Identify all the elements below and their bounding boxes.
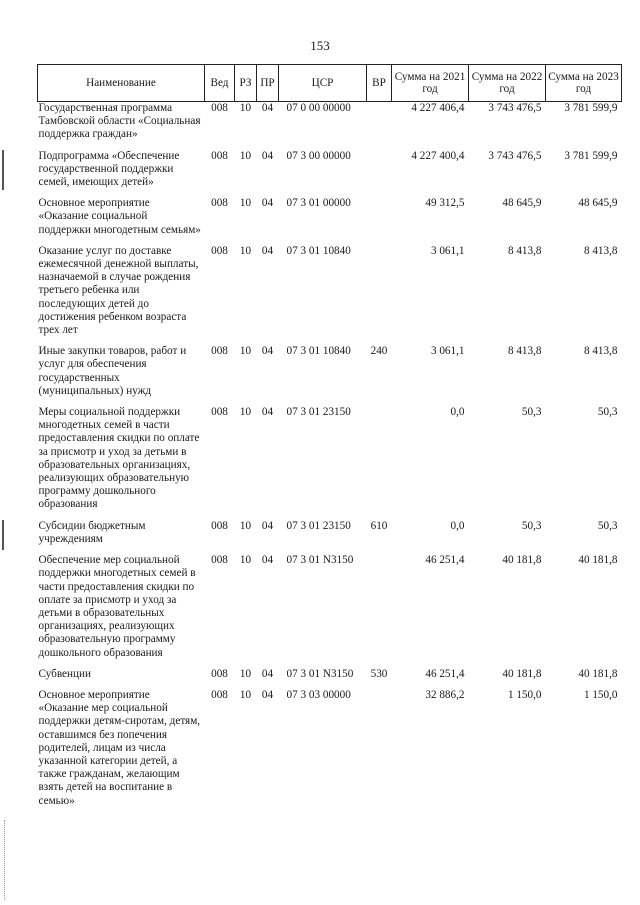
cell-sum-2023: 8 413,8 [583, 345, 618, 358]
cell-vr [367, 689, 392, 808]
cell-csr: 07 3 01 10840 [286, 244, 351, 257]
cell-ved: 008 [211, 554, 228, 567]
cell-sum-2022: 1 150,0 [507, 688, 542, 701]
cell-vr [367, 245, 392, 337]
table-row [38, 668, 622, 681]
cell-sum-2021: 32 886,2 [425, 688, 465, 701]
cell-vr [367, 554, 392, 660]
table-row [38, 689, 622, 808]
cell-name: Субвенции [38, 667, 91, 680]
row-spacer-cell [38, 512, 622, 520]
header-sum-2023: Сумма на 2023 год [546, 65, 622, 102]
cell-ved: 008 [211, 102, 228, 114]
table-row [38, 245, 622, 337]
cell-csr: 07 3 03 00000 [286, 688, 351, 701]
cell-sum-2023: 50,3 [597, 406, 618, 419]
cell-name: Основное мероприятие «Оказание социальной поддержки многодетным семьям» [38, 197, 201, 236]
cell-vr: 530 [370, 667, 388, 680]
cell-vr: 240 [370, 345, 388, 358]
cell-sum-2021: 4 227 400,4 [411, 149, 465, 162]
cell-rz: 10 [239, 244, 252, 257]
cell-sum-2022: 50,3 [521, 519, 542, 532]
cell-name: Обеспечение мер социальной поддержки многодетных семей в части предоставления скидки по оплате за присмотр и уход за детьми в образовательных организациях, реализующих образовательную программу дошкольного образования [38, 554, 196, 659]
row-spacer-cell [38, 398, 622, 406]
cell-csr: 07 3 00 00000 [286, 149, 351, 162]
cell-name: Субсидии бюджетным учреждениям [38, 519, 146, 545]
cell-sum-2022: 8 413,8 [507, 345, 542, 358]
header-pr: ПР [257, 65, 279, 102]
cell-sum-2023: 3 781 599,9 [564, 102, 618, 114]
row-spacer [38, 512, 622, 520]
cell-vr: 610 [370, 519, 388, 532]
cell-sum-2022: 3 743 476,5 [488, 102, 542, 114]
row-spacer [38, 546, 622, 554]
cell-sum-2022: 50,3 [521, 406, 542, 419]
header-rz: РЗ [235, 65, 257, 102]
cell-sum-2021: 49 312,5 [425, 197, 465, 210]
cell-ved: 008 [211, 149, 228, 162]
cell-sum-2023: 40 181,8 [578, 554, 618, 567]
cell-sum-2021: 46 251,4 [425, 667, 465, 680]
cell-sum-2023: 1 150,0 [583, 688, 618, 701]
row-spacer [38, 681, 622, 689]
table-row [38, 554, 622, 660]
cell-sum-2021: 46 251,4 [425, 554, 465, 567]
cell-rz: 10 [239, 554, 252, 567]
cell-rz: 10 [239, 406, 252, 419]
cell-name: Подпрограмма «Обеспечение государственной поддержки семей, имеющих детей» [38, 149, 180, 189]
cell-sum-2023: 8 413,8 [583, 244, 618, 257]
cell-rz: 10 [239, 197, 252, 210]
table-row [38, 102, 622, 142]
cell-csr: 07 3 01 N3150 [286, 554, 354, 567]
row-spacer-cell [38, 546, 622, 554]
header-csr: ЦСР [279, 65, 367, 102]
cell-ved: 008 [211, 519, 228, 532]
cell-vr [367, 197, 392, 237]
cell-name: Иные закупки товаров, работ и услуг для обеспечения государственных (муниципальных) нужд [38, 345, 187, 397]
cell-sum-2021: 0,0 [450, 519, 465, 532]
row-spacer [38, 237, 622, 245]
cell-name: Меры социальной поддержки многодетных семей в части предоставления скидки по оплате за присмотр и уход за детьми в образовательных организациях, реализующих образовательную программу дошкольного образования [38, 406, 200, 511]
cell-pr: 04 [261, 345, 274, 358]
cell-sum-2022: 40 181,8 [502, 554, 542, 567]
table-header [38, 65, 622, 102]
row-spacer-cell [38, 660, 622, 668]
table-row [38, 345, 622, 398]
header-name: Наименование [38, 65, 205, 102]
cell-sum-2021: 3 061,1 [430, 244, 465, 257]
cell-pr: 04 [261, 667, 274, 680]
cell-csr: 07 0 00 00000 [286, 102, 351, 114]
cell-rz: 10 [239, 345, 252, 358]
row-spacer-cell [38, 189, 622, 197]
row-spacer [38, 189, 622, 197]
cell-ved: 008 [211, 688, 228, 701]
cell-csr: 07 3 01 N3150 [286, 667, 354, 680]
cell-csr: 07 3 01 00000 [286, 197, 351, 210]
scan-edge-mark [2, 150, 4, 190]
cell-rz: 10 [239, 102, 252, 114]
header-sum-2021: Сумма на 2021 год [392, 65, 469, 102]
cell-sum-2022: 8 413,8 [507, 244, 542, 257]
cell-ved: 008 [211, 667, 228, 680]
cell-pr: 04 [261, 244, 274, 257]
budget-table [37, 64, 622, 808]
cell-rz: 10 [239, 149, 252, 162]
row-spacer-cell [38, 237, 622, 245]
cell-rz: 10 [239, 519, 252, 532]
cell-ved: 008 [211, 244, 228, 257]
cell-sum-2023: 40 181,8 [578, 667, 618, 680]
row-spacer [38, 337, 622, 345]
cell-csr: 07 3 01 23150 [286, 406, 351, 419]
cell-sum-2022: 3 743 476,5 [488, 149, 542, 162]
row-spacer [38, 398, 622, 406]
cell-ved: 008 [211, 197, 228, 210]
cell-csr: 07 3 01 10840 [286, 345, 351, 358]
scan-edge-dots [4, 820, 7, 900]
cell-rz: 10 [239, 688, 252, 701]
page-number: 153 [310, 38, 330, 53]
cell-name: Оказание услуг по доставке ежемесячной денежной выплаты, назначаемой в случае рождения третьего ребенка или последующих детей до достижения ребенком возраста трех лет [38, 244, 199, 337]
table-row [38, 197, 622, 237]
header-sum-2022: Сумма на 2022 год [469, 65, 546, 102]
cell-sum-2021: 3 061,1 [430, 345, 465, 358]
row-spacer [38, 660, 622, 668]
cell-name: Основное мероприятие «Оказание мер социальной поддержки детям-сиротам, детям, оставшимся без попечения родителей, лицам из числа указанной категории детей, а также гражданам, желающим взять детей на воспитание в семью» [38, 688, 201, 807]
table-body [38, 102, 622, 808]
cell-ved: 008 [211, 345, 228, 358]
cell-pr: 04 [261, 688, 274, 701]
table-row [38, 150, 622, 190]
cell-pr: 04 [261, 406, 274, 419]
row-spacer [38, 142, 622, 150]
cell-sum-2023: 3 781 599,9 [564, 149, 618, 162]
cell-sum-2023: 48 645,9 [578, 197, 618, 210]
cell-pr: 04 [261, 554, 274, 567]
row-spacer-cell [38, 337, 622, 345]
cell-pr: 04 [261, 102, 274, 114]
cell-sum-2022: 48 645,9 [502, 197, 542, 210]
header-vr: ВР [367, 65, 392, 102]
row-spacer-cell [38, 142, 622, 150]
cell-sum-2022: 40 181,8 [502, 667, 542, 680]
table-row [38, 406, 622, 512]
cell-pr: 04 [261, 519, 274, 532]
cell-vr [367, 150, 392, 190]
cell-sum-2023: 50,3 [597, 519, 618, 532]
row-spacer-cell [38, 681, 622, 689]
cell-vr [367, 102, 392, 142]
cell-vr [367, 406, 392, 512]
cell-pr: 04 [261, 197, 274, 210]
table-row [38, 520, 622, 546]
cell-pr: 04 [261, 149, 274, 162]
cell-sum-2021: 0,0 [450, 406, 465, 419]
cell-sum-2021: 4 227 406,4 [411, 102, 465, 114]
cell-csr: 07 3 01 23150 [286, 519, 351, 532]
cell-ved: 008 [211, 406, 228, 419]
cell-rz: 10 [239, 667, 252, 680]
header-ved: Вед [205, 65, 235, 102]
scan-edge-mark [2, 520, 4, 550]
cell-name: Государственная программа Тамбовской области «Социальная поддержка граждан» [38, 102, 201, 141]
